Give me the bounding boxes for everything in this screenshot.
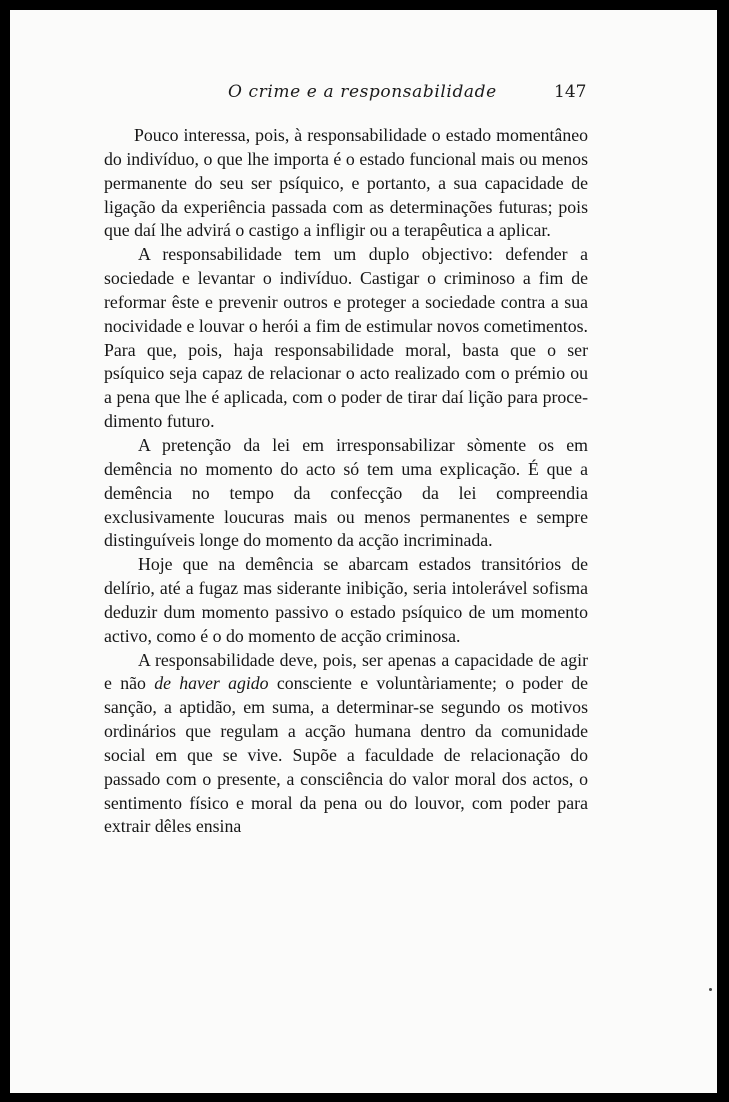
paragraph-text: consciente e voluntàriamente; o poder de sanção, a aptidão, em suma, a determinar-se segundo os motivos ordinários que regulam a acção humana dentro da comunidade social em que se vive. Supõe a faculdade de relacionação do passado com o presente, a consciência do valor moral dos actos, o sentimento físico e moral da pena ou do louvor, com poder para extrair dêles ensina [104,673,588,837]
paragraph-1 [104,124,588,243]
paragraph-text: A responsabilidade deve, pois, ser apenas a capacidade de agir e não [104,649,588,694]
paragraph-text: A responsabilidade tem um duplo objectivo: defender a sociedade e levantar o indivíduo. Castigar o criminoso a fim de reformar êste e prevenir outros e proteger a sociedade contra a sua nocividade e louvar o herói a fim de estimular novos cometimentos. Para que, pois, haja responsabilidade moral, basta que o ser psíquico seja capaz de relacionar o acto realizado com o prémio ou a pena que lhe é aplicada, com o poder de tirar daí lição para procedimento futuro. [104,244,588,432]
paragraph-text: A pretenção da lei em irresponsabilizar sòmente os em demência no momento do acto só tem uma explicação. É que a demência no tempo da confecção da lei compreendia exclusivamente loucuras mais ou menos permanentes e sempre distinguíveis longe do momento da acção incriminada. [104,434,588,551]
running-title: O crime e a responsabilidade [228,82,497,102]
page-header [10,82,717,112]
book-page [10,10,717,1093]
italic-phrase: de haver agido [154,673,269,694]
paragraph-5 [104,649,588,840]
paragraph-4 [104,553,588,648]
paragraph-text: Pouco interessa, pois, à responsabilidade o estado momentâneo do indivíduo, o que lhe importa é o estado funcional mais ou menos permanente do seu ser psíquico, e portanto, a sua capacidade de ligação da experiência passada com as determinações futuras; pois que daí lhe advirá o castigo a infligir ou a terapêutica a aplicar. [104,125,588,241]
paragraph-2 [104,243,588,434]
scan-speck [709,988,712,991]
body-text [104,124,588,839]
paragraph-3 [104,434,588,553]
page-number: 147 [554,82,587,102]
paragraph-text: Hoje que na demência se abarcam estados transitórios de delírio, até a fugaz mas siderante inibição, seria intolerável sofisma deduzir dum momento passivo o estado psíquico de um momento activo, como é o do momento de acção criminosa. [104,554,588,646]
